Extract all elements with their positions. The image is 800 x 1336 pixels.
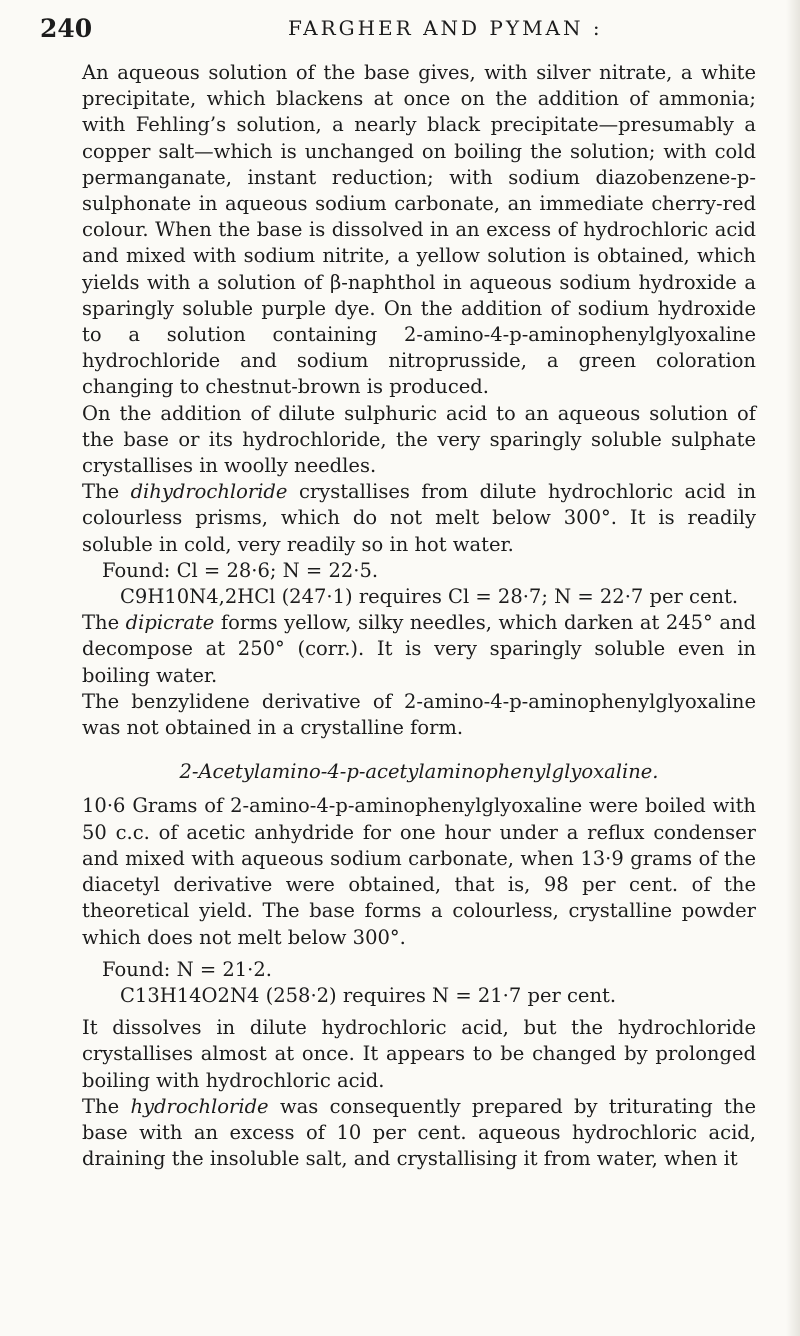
paragraph-sulphate: On the addition of dilute sulphuric acid to an aqueous solution of the base or its hydrochloride, the very sparingly soluble sulphate crystallises in woolly needles. [82,401,756,478]
found-line-2: Found: N = 21·2. [102,957,272,981]
section-heading: 2-Acetylamino-4-p-acetylaminophenylglyoxaline. [179,760,659,784]
body-text [82,60,756,1172]
dipicrate-term: dipicrate [125,611,215,635]
p3-pre: The [82,480,120,504]
paragraph-hydrochloride [82,1094,756,1173]
paragraph-reactions: An aqueous solution of the base gives, with silver nitrate, a white precipitate, which blackens at once on the addition of ammonia; with Fehling’s solution, a nearly black precipitate—presumably a copper salt—which is unchanged on boiling the solution; with cold permanganate, instant reduction; with sodium diazobenzene-p-sulphonate in aqueous sodium carbonate, an immediate cherry-red colour. When the base is dissolved in an excess of hydrochloric acid and mixed with sodium nitrite, a yellow solution is obtained, which yields with a solution of β-naphthol in aqueous sodium hydroxide a sparingly soluble purple dye. On the addition of sodium hydroxide to a solution containing 2-amino-4-p-aminophenylglyoxaline hydrochloride and sodium nitroprusside, a green coloration changing to chestnut-brown is produced. [82,61,756,399]
paragraph-dihydrochloride [82,479,756,558]
dihydrochloride-term: dihydrochloride [130,480,288,504]
paragraph-acetylation: 10·6 Grams of 2-amino-4-p-aminophenylglyoxaline were boiled with 50 c.c. of acetic anhydride for one hour under a reflux condenser and mixed with aqueous sodium carbonate, when 13·9 grams of the diacetyl derivative were obtained, that is, 98 per cent. of the theoretical yield. The base forms a colourless, crystalline powder which does not melt below 300°. [82,794,756,949]
paragraph-dipicrate [82,610,756,689]
p4-pre: The [82,611,120,635]
page-edge-shadow [786,0,800,1336]
page-header [40,10,752,50]
page-number: 240 [40,14,93,43]
paragraph-benzylidene: The benzylidene derivative of 2-amino-4-p-aminophenylglyoxaline was not obtained in a crystalline form. [82,689,756,740]
p4-post: forms yellow, silky needles, which darken at 245° and decompose at 250° (corr.). It is very sparingly soluble even in boiling water. [82,611,756,687]
formula-line-2: C13H14O2N4 (258·2) requires N = 21·7 per cent. [120,983,617,1007]
formula-line-1: C9H10N4,2HCl (247·1) requires Cl = 28·7; N = 22·7 per cent. [120,585,739,609]
p3-post: crystallises from dilute hydrochloric acid in colourless prisms, which do not melt below 300°. It is readily soluble in cold, very readily so in hot water. [82,480,757,556]
p8-post: was consequently prepared by triturating the base with an excess of 10 per cent. aqueous hydrochloric acid, draining the insoluble salt, and crystallising it from water, when it [82,1094,756,1171]
p8-pre: The [82,1094,120,1118]
running-head: FARGHER AND PYMAN : [288,16,603,40]
paragraph-hydrochloric-acid: It dissolves in dilute hydrochloric acid, but the hydrochloride crystallises almost at once. It appears to be changed by prolonged boiling with hydrochloric acid. [82,1016,756,1092]
found-line-1: Found: Cl = 28·6; N = 22·5. [102,558,379,582]
hydrochloride-term: hydrochloride [130,1094,269,1118]
